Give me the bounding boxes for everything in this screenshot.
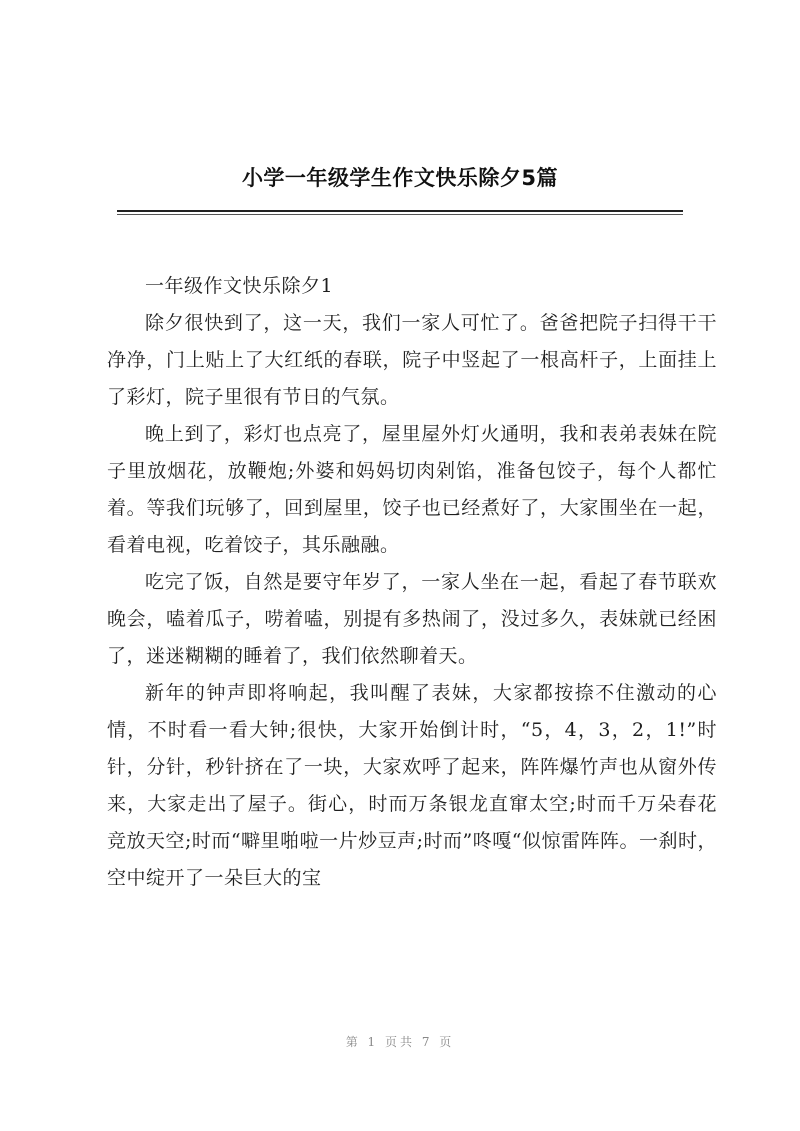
paragraph-2: 晚上到了，彩灯也点亮了，屋里屋外灯火通明，我和表弟表妹在院子里放烟花，放鞭炮;外婆和妈妈切肉剁馅，准备包饺子，每个人都忙着。等我们玩够了，回到屋里，饺子也已经煮好了，大家围坐在一起，看着电视，吃着饺子，其乐融融。 xyxy=(107,423,717,556)
title-underline-thin xyxy=(117,214,683,215)
section-heading: 一年级作文快乐除夕1 xyxy=(145,275,334,297)
page-number-footer: 第 1 页共 7 页 xyxy=(345,1035,455,1049)
document-body xyxy=(107,268,717,897)
paragraph-1: 除夕很快到了，这一天，我们一家人可忙了。爸爸把院子扫得干干净净，门上贴上了大红纸的春联，院子中竖起了一根高杆子，上面挂上了彩灯，院子里很有节日的气氛。 xyxy=(107,312,717,408)
paragraph-4: 新年的钟声即将响起，我叫醒了表妹，大家都按捺不住激动的心情，不时看一看大钟;很快，大家开始倒计时，“5，4，3，2，1!”时针，分针，秒针挤在了一块，大家欢呼了起来，阵阵爆竹声也从窗外传来，大家走出了屋子。街心，时而万条银龙直窜太空;时而千万朵春花竞放天空;时而“噼里啪啦一片炒豆声;时而”咚嘎“似惊雷阵阵。一刹时，空中绽开了一朵巨大的宝 xyxy=(107,682,717,889)
paragraph-3: 吃完了饭，自然是要守年岁了，一家人坐在一起，看起了春节联欢晚会，嗑着瓜子，唠着嗑，别提有多热闹了，没过多久，表妹就已经困了，迷迷糊糊的睡着了，我们依然聊着天。 xyxy=(107,571,717,667)
document-title: 小学一年级学生作文快乐除夕5篇 xyxy=(241,166,559,190)
title-underline-thick xyxy=(117,210,683,212)
